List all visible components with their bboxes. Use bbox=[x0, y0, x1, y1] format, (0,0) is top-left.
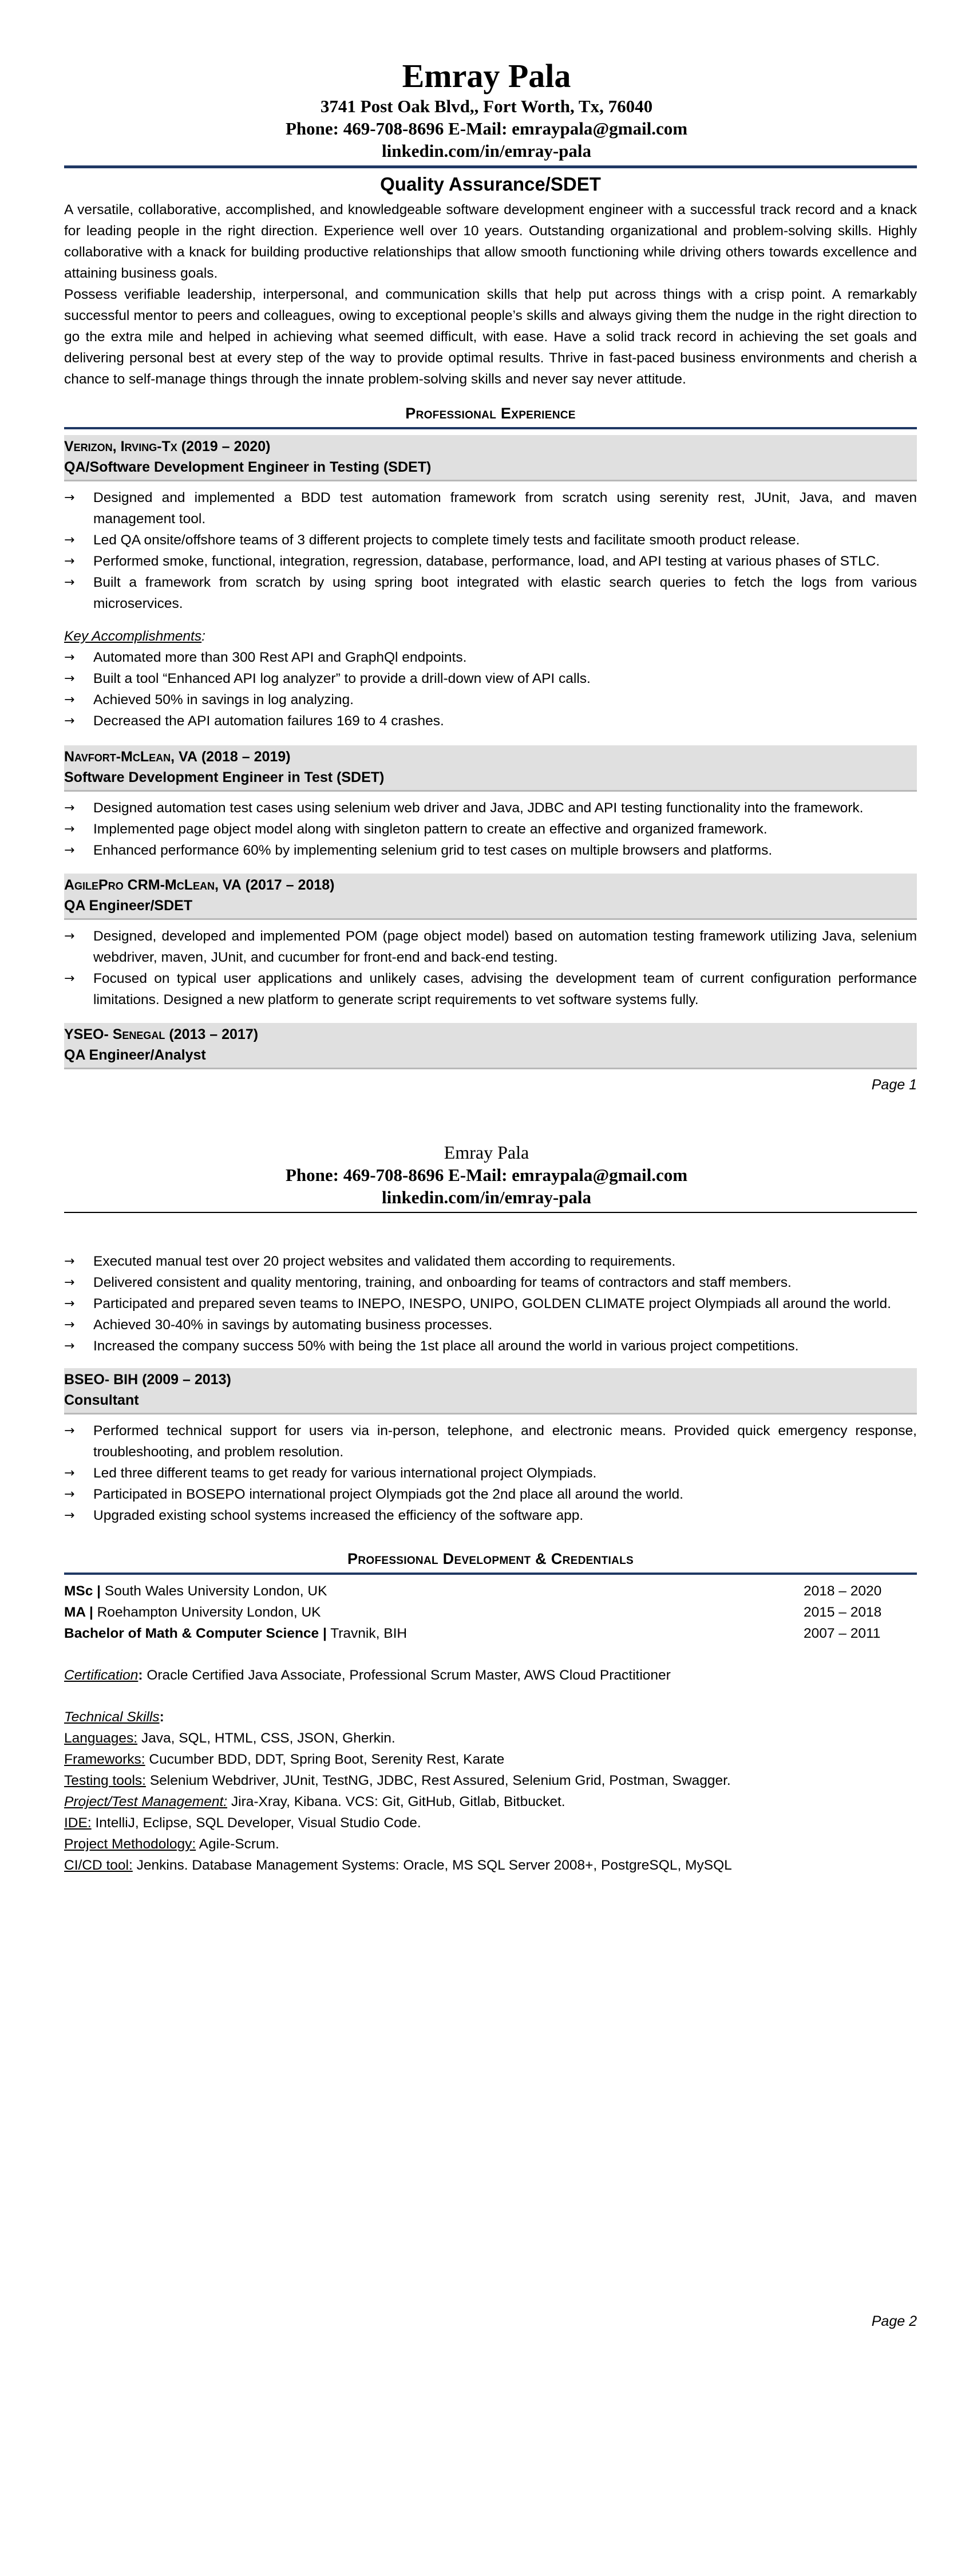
skill-row: Project Methodology: Agile-Scrum. bbox=[64, 1836, 279, 1852]
list-item: → Focused on typical user applications and unlikely cases, advising the development team of current configuration performance limitations. Designed a new platform to generate script requirements to vet software systems fully. bbox=[64, 968, 917, 1010]
candidate-name: Emray Pala bbox=[444, 1142, 529, 1163]
job-bullets-verizon bbox=[64, 487, 917, 614]
contact-line: Phone: 469-708-8696 E-Mail: emraypala@gmail.com bbox=[285, 118, 688, 139]
job-bullets-agilepro bbox=[64, 926, 917, 1010]
skill-row: Languages: Java, SQL, HTML, CSS, JSON, Gherkin. bbox=[64, 1730, 395, 1746]
list-item: → Automated more than 300 Rest API and GraphQl endpoints. bbox=[64, 647, 917, 668]
role: QA Engineer/Analyst bbox=[64, 1047, 206, 1063]
list-item: → Achieved 50% in savings in log analyzing. bbox=[64, 689, 917, 710]
linkedin-link[interactable]: linkedin.com/in/emray-pala bbox=[382, 1187, 591, 1207]
arrow-icon: → bbox=[64, 801, 75, 815]
address: 3741 Post Oak Blvd,, Fort Worth, Tx, 76040 bbox=[320, 96, 653, 116]
section-divider bbox=[64, 1573, 917, 1575]
skill-row: Project/Test Management: Jira-Xray, Kibana. VCS: Git, GitHub, Gitlab, Bitbucket. bbox=[64, 1794, 565, 1809]
list-item: → Upgraded existing school systems increased the efficiency of the software app. bbox=[64, 1505, 917, 1526]
arrow-icon: → bbox=[64, 554, 75, 568]
company: Verizon, Irving-Tx bbox=[64, 438, 177, 455]
arrow-icon: → bbox=[64, 1254, 75, 1269]
list-item: → Increased the company success 50% with being the 1st place all around the world in various project competitions. bbox=[64, 1336, 917, 1357]
dates: (2017 – 2018) bbox=[245, 877, 335, 893]
skills-list bbox=[64, 1728, 917, 1876]
list-item: → Enhanced performance 60% by implementing selenium grid to test cases on multiple browsers and platforms. bbox=[64, 840, 917, 861]
arrow-icon: → bbox=[64, 822, 75, 836]
list-item: → Achieved 30-40% in savings by automating business processes. bbox=[64, 1314, 917, 1336]
list-item: → Built a framework from scratch by using spring boot integrated with elastic search queries to fetch the logs from various microservices. bbox=[64, 572, 917, 614]
arrow-icon: → bbox=[64, 1424, 75, 1438]
dates: (2018 – 2019) bbox=[201, 749, 291, 765]
job-bullets-navfort bbox=[64, 797, 917, 861]
list-item: → Led three different teams to get ready for various international project Olympiads. bbox=[64, 1463, 917, 1484]
company: YSEO- Senegal bbox=[64, 1026, 165, 1042]
job-header-bseo bbox=[64, 1368, 917, 1415]
resume-page-2 bbox=[0, 1141, 973, 2329]
arrow-icon: → bbox=[64, 843, 75, 858]
arrow-icon: → bbox=[64, 693, 75, 707]
list-item: → Participated in BOSEPO international project Olympiads got the 2nd place all around the world. bbox=[64, 1484, 917, 1505]
education-list bbox=[64, 1581, 917, 1644]
technical-skills-label: Technical Skills: bbox=[64, 1709, 164, 1725]
arrow-icon: → bbox=[64, 971, 75, 986]
arrow-icon: → bbox=[64, 1508, 75, 1523]
role: QA Engineer/SDET bbox=[64, 898, 193, 914]
job-header-navfort bbox=[64, 745, 917, 792]
education-row: MSc | South Wales University London, UK 2018 – 2020 bbox=[64, 1583, 882, 1599]
list-item: → Performed smoke, functional, integration, regression, database, performance, load, and API testing at various phases of STLC. bbox=[64, 551, 917, 572]
education-row: MA | Roehampton University London, UK 2015 – 2018 bbox=[64, 1605, 882, 1620]
section-divider bbox=[64, 427, 917, 429]
arrow-icon: → bbox=[64, 533, 75, 547]
page-number: Page 2 bbox=[871, 2313, 917, 2329]
arrow-icon: → bbox=[64, 650, 75, 665]
company: BSEO- BIH bbox=[64, 1372, 139, 1388]
key-accomplishments-label: Key Accomplishments: bbox=[64, 629, 205, 644]
list-item: → Led QA onsite/offshore teams of 3 different projects to complete timely tests and facilitate smooth product release. bbox=[64, 530, 917, 551]
job-header-agilepro bbox=[64, 874, 917, 920]
education-row: Bachelor of Math & Computer Science | Travnik, BIH 2007 – 2011 bbox=[64, 1626, 881, 1641]
section-heading-experience: Professional Experience bbox=[405, 405, 576, 422]
arrow-icon: → bbox=[64, 714, 75, 728]
arrow-icon: → bbox=[64, 575, 75, 590]
list-item: → Performed technical support for users via in-person, telephone, and electronic means. Provided quick emergency response, troubleshooting, and problem resolution. bbox=[64, 1420, 917, 1463]
skill-row: Frameworks: Cucumber BDD, DDT, Spring Boot, Serenity Rest, Karate bbox=[64, 1752, 505, 1767]
role: QA/Software Development Engineer in Testing (SDET) bbox=[64, 459, 432, 475]
list-item: → Built a tool “Enhanced API log analyzer” to provide a drill-down view of API calls. bbox=[64, 668, 917, 689]
certification: Certification: Oracle Certified Java Associate, Professional Scrum Master, AWS Cloud Practitioner bbox=[64, 1668, 671, 1683]
arrow-icon: → bbox=[64, 1275, 75, 1290]
job-header-verizon bbox=[64, 435, 917, 481]
section-heading-credentials: Professional Development & Credentials bbox=[347, 1550, 634, 1567]
role: Consultant bbox=[64, 1392, 139, 1408]
company: AgilePro CRM-McLean, VA bbox=[64, 877, 242, 893]
arrow-icon: → bbox=[64, 1318, 75, 1332]
arrow-icon: → bbox=[64, 491, 75, 505]
header bbox=[0, 57, 973, 162]
list-item: → Designed and implemented a BDD test automation framework from scratch using serenity rest, JUnit, Java, and maven management tool. bbox=[64, 487, 917, 530]
list-item: → Implemented page object model along with singleton pattern to create an effective and organized framework. bbox=[64, 819, 917, 840]
job-header-yseo bbox=[64, 1023, 917, 1069]
arrow-icon: → bbox=[64, 929, 75, 943]
arrow-icon: → bbox=[64, 1487, 75, 1502]
arrow-icon: → bbox=[64, 1339, 75, 1353]
job-title: Quality Assurance/SDET bbox=[380, 173, 601, 195]
candidate-name: Emray Pala bbox=[402, 57, 571, 94]
contact-line: Phone: 469-708-8696 E-Mail: emraypala@gmail.com bbox=[285, 1165, 688, 1185]
list-item: → Participated and prepared seven teams to INEPO, INESPO, UNIPO, GOLDEN CLIMATE project Olympiads all around the world. bbox=[64, 1293, 917, 1314]
linkedin-link[interactable]: linkedin.com/in/emray-pala bbox=[382, 141, 591, 161]
dates: (2013 – 2017) bbox=[169, 1026, 259, 1042]
skill-row: CI/CD tool: Jenkins. Database Management Systems: Oracle, MS SQL Server 2008+, PostgreSQL, MySQL bbox=[64, 1858, 732, 1873]
job-bullets-bseo bbox=[64, 1420, 917, 1526]
header-divider bbox=[64, 165, 917, 168]
arrow-icon: → bbox=[64, 1466, 75, 1480]
list-item: → Delivered consistent and quality mentoring, training, and onboarding for teams of contractors and staff members. bbox=[64, 1272, 917, 1293]
dates: (2009 – 2013) bbox=[142, 1372, 231, 1388]
page-number: Page 1 bbox=[871, 1077, 917, 1093]
job-bullets-yseo bbox=[64, 1251, 917, 1357]
list-item: → Designed automation test cases using selenium web driver and Java, JDBC and API testing functionality into the framework. bbox=[64, 797, 917, 819]
list-item: → Designed, developed and implemented POM (page object model) based on automation testing framework utilizing Java, selenium webdriver, maven, JUnit, and cucumber for front-end and back-end testing. bbox=[64, 926, 917, 968]
dates: (2019 – 2020) bbox=[181, 438, 271, 455]
role: Software Development Engineer in Test (SDET) bbox=[64, 769, 385, 785]
accomplishments-list bbox=[64, 647, 917, 732]
skill-row: Testing tools: Selenium Webdriver, JUnit, TestNG, JDBC, Rest Assured, Selenium Grid, Postman, Swagger. bbox=[64, 1773, 731, 1788]
summary-paragraph-1: A versatile, collaborative, accomplished, and knowledgeable software development engineer with a successful track record and a knack for leading people in the right direction. Experience well over 10 years. Outstanding organizational and problem-solving skills. Highly collaborative with a knack for building productive relationships that allow smooth functioning while driving others towards excellence and attaining business goals. bbox=[64, 202, 917, 281]
summary-paragraph-2: Possess verifiable leadership, interpersonal, and communication skills that help put across things with a crisp point. A remarkably successful mentor to peers and colleagues, owing to exceptional people’s skills and always giving them the nudge in the right direction to go the extra mile and helped in achieving what seemed difficult, with ease. Have a solid track record in achieving the set goals and delivering personal best at every step of the way to provide optimal results. Thrive in fast-paced business environments and cherish a chance to self-manage things through the innate problem-solving skills and never say never attitude. bbox=[64, 287, 917, 387]
header bbox=[0, 1141, 973, 1208]
resume-page-1 bbox=[0, 57, 973, 1095]
list-item: → Decreased the API automation failures 169 to 4 crashes. bbox=[64, 710, 917, 732]
arrow-icon: → bbox=[64, 671, 75, 686]
skill-row: IDE: IntelliJ, Eclipse, SQL Developer, Visual Studio Code. bbox=[64, 1815, 421, 1831]
list-item: → Executed manual test over 20 project websites and validated them according to requirements. bbox=[64, 1251, 917, 1272]
company: Navfort-McLean, VA bbox=[64, 749, 197, 765]
arrow-icon: → bbox=[64, 1297, 75, 1311]
